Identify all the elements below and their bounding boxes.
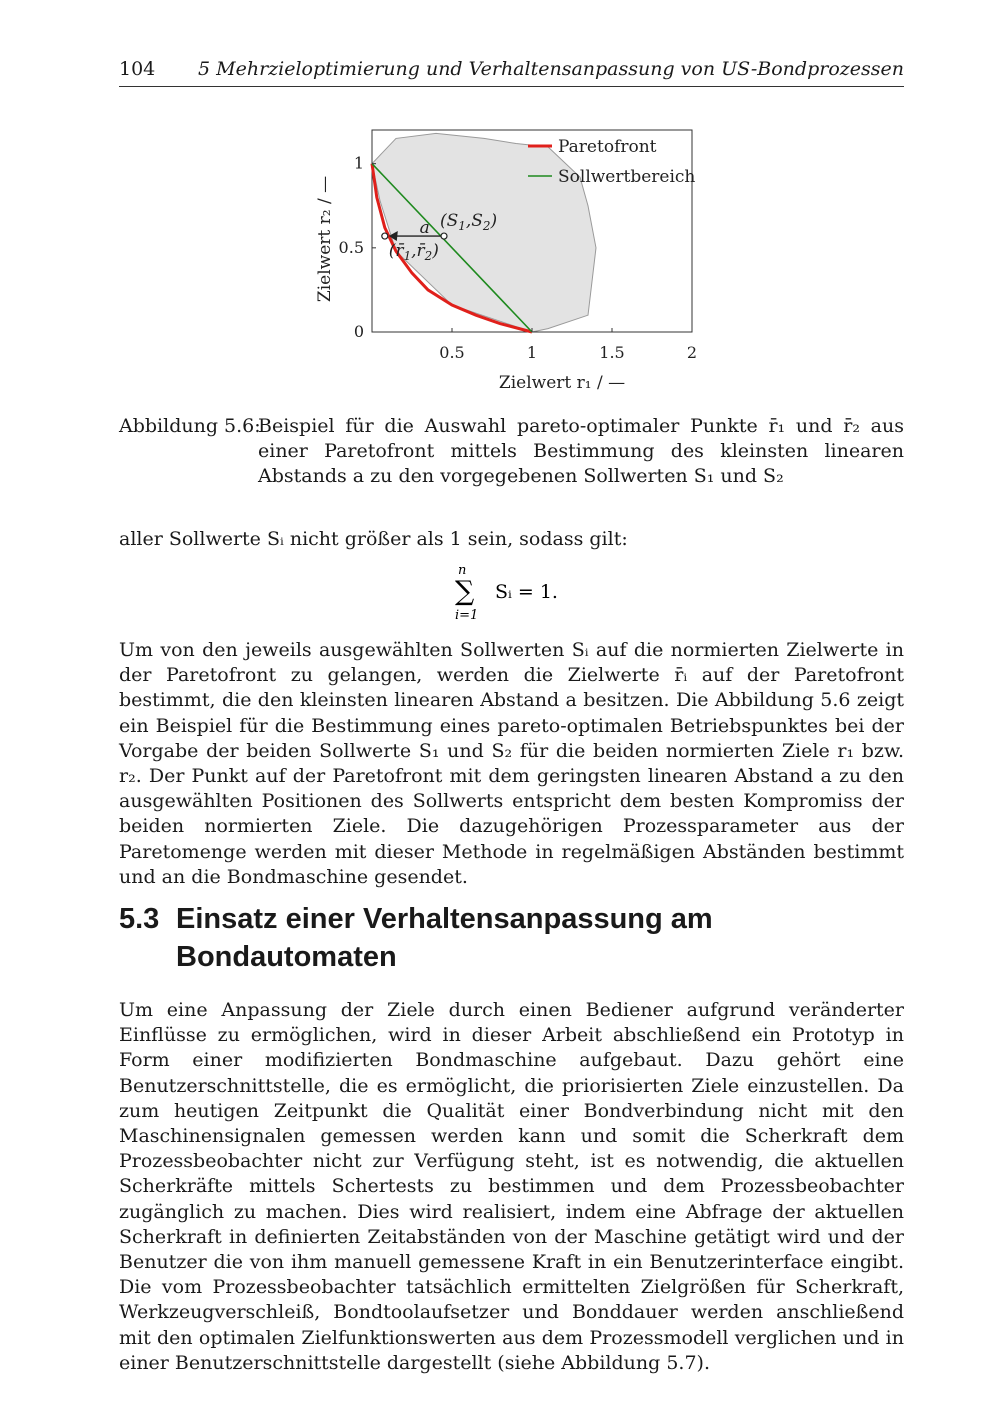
caption-label: Abbildung 5.6: <box>119 415 261 437</box>
annotation-distance-a: a <box>419 218 430 238</box>
sum-body: Sᵢ = 1. <box>495 581 558 603</box>
annotation-r1-r2: $(r̄_1,r̄_2)$ <box>388 241 439 264</box>
y-axis-label: Zielwert r₂ / — <box>315 175 335 303</box>
x-tick-label: 1 <box>526 343 538 362</box>
sum-lower-limit: i=1 <box>455 608 479 623</box>
annotation-s1-s2: $(S_1,S_2)$ <box>440 211 498 234</box>
running-title: 5 Mehrzieloptimierung und Verhaltensanpassung von US-Bondprozessen <box>198 58 904 80</box>
sum-upper-limit: n <box>458 565 467 578</box>
page-number: 104 <box>119 58 156 80</box>
figure-caption <box>119 414 904 489</box>
sollwert-point <box>441 233 447 239</box>
legend-entry: Sollwertbereich <box>558 167 696 187</box>
pareto-point <box>382 233 388 239</box>
caption-text: Beispiel für die Auswahl pareto-optimaler Punkte r̄₁ und r̄₂ aus einer Paretofront mittels Bestimmung des kleinsten linearen Abstands a zu den vorgegebenen Sollwerten S₁ und S₂ <box>258 415 904 487</box>
x-tick-label: 0.5 <box>439 343 465 362</box>
legend-entry: Paretofront <box>558 137 657 157</box>
y-tick-label: 0.5 <box>338 237 364 257</box>
x-tick-label: 1.5 <box>599 343 625 362</box>
y-tick-label: 1 <box>353 153 364 173</box>
running-header <box>119 58 904 87</box>
section-number: 5.3 <box>119 903 160 935</box>
section-title: Einsatz einer Verhaltensanpassung am Bondautomaten <box>176 903 713 973</box>
sum-equation <box>455 565 575 625</box>
paragraph-3: Um eine Anpassung der Ziele durch einen Bediener aufgrund veränderter Einflüsse zu ermöglichen, wird in dieser Arbeit abschließend ein Prototyp in Form einer modifizierten Bondmaschine aufgebaut. Dazu gehört eine Benutzerschnittstelle, die es ermöglicht, die priorisierten Ziele einzustellen. Da zum heutigen Zeitpunkt die Qualität einer Bondverbindung nicht mit den Maschinensignalen gemessen werden kann und somit die Scherkraft dem Prozessbeobachter nicht zur Verfügung steht, ist es notwendig, die aktuellen Scherkräfte mittels Schertests zu bestimmen und dem Prozessbeobachter zugänglich zu machen. Dies wird realisiert, indem eine Abfrage der aktuellen Scherkraft in definierten Zeitabständen von der Maschine getätigt wird und der Benutzer die von ihm manuell gemessene Kraft in ein Benutzerinterface eingibt. Die vom Prozessbeobachter tatsächlich ermittelten Zielgrößen für Scherkraft, Werkzeugverschleiß, Bondtoolaufsetzer und Bonddauer werden anschließend mit den optimalen Zielfunktionswerten aus dem Prozessmodell verglichen und in einer Benutzerschnittstelle dargestellt (siehe Abbildung 5.7). <box>119 999 904 1374</box>
x-axis-label: Zielwert r₁ / — <box>498 373 626 393</box>
paragraph-1: aller Sollwerte Sᵢ nicht größer als 1 sein, sodass gilt: <box>119 528 628 550</box>
section-heading <box>119 900 904 976</box>
paragraph-2: Um von den jeweils ausgewählten Sollwerten Sᵢ auf die normierten Zielwerte in der Paretofront zu gelangen, werden die Zielwerte r̄ᵢ auf der Paretofront bestimmt, die den kleinsten linearen Abstand a besitzen. Die Abbildung 5.6 zeigt ein Beispiel für die Bestimmung eines pareto-optimalen Betriebspunktes bei der Vorgabe der beiden Sollwerte S₁ und S₂ für die beiden normierten Ziele r₁ bzw. r₂. Der Punkt auf der Paretofront mit dem geringsten linearen Abstand a zu den ausgewählten Positionen des Sollwerts entspricht dem besten Kompromiss der beiden normierten Ziele. Die dazugehörigen Prozessparameter aus der Paretomenge werden mit dieser Methode in regelmäßigen Abständen bestimmt und an die Bondmaschine gesendet. <box>119 639 904 888</box>
sum-symbol: ∑ <box>455 576 475 607</box>
y-tick-label: 0 <box>353 322 364 341</box>
x-tick-label: 2 <box>686 343 698 362</box>
figure-pareto-chart <box>310 120 710 400</box>
pareto-chart <box>310 120 710 400</box>
